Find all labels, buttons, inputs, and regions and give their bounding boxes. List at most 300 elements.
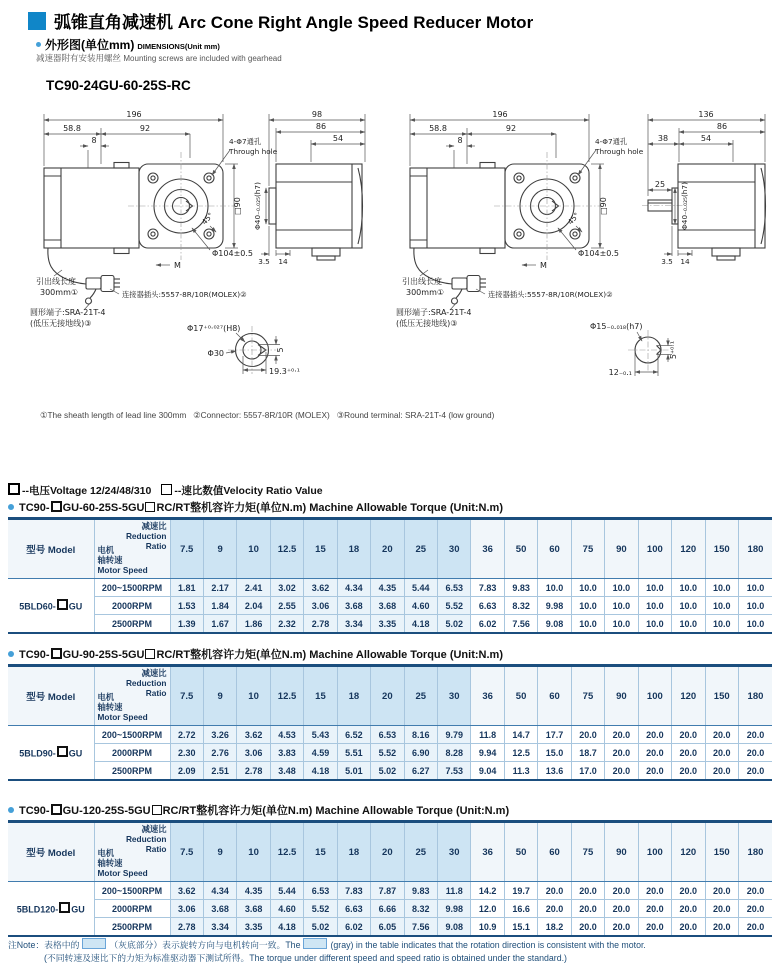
torque-value-cell: 20.0 [638,918,671,937]
torque-value-cell: 1.86 [237,615,270,634]
ratio-header: 18 [337,519,370,579]
legend-ratio: --速比数值Velocity Ratio Value [174,485,323,497]
torque-value-cell: 3.62 [237,726,270,744]
torque-value-cell: 14.7 [504,726,537,744]
torque-value-cell: 20.0 [738,762,772,781]
ratio-header: 75 [571,666,604,726]
ratio-box-icon [161,484,172,495]
torque-value-cell: 6.63 [471,597,504,615]
detail-19-3: 19.3⁺⁰·¹ [269,367,300,376]
dim-86: 86 [315,122,327,131]
model-cell: 5BLD90- GU [8,726,94,781]
page-title: 弧锥直角减速机 Arc Cone Right Angle Speed Reducer Motor [54,13,534,32]
gearmotor-side-view [648,164,766,260]
torque-value-cell: 2.78 [170,918,203,937]
reduction-ratio-label: 减速比 Reduction Ratio [125,824,167,854]
ratio-header: 36 [471,519,504,579]
ratio-header: 30 [438,666,471,726]
dim-phi40: Φ40₋₀.₀₂₅(h7) [253,182,262,230]
torque-value-cell: 3.06 [237,744,270,762]
ratio-header: 15 [304,822,337,882]
table-row [8,726,772,744]
torque-value-cell: 3.35 [237,918,270,937]
torque-value-cell: 8.32 [404,900,437,918]
motor-speed-label: 电机 轴转速 Motor Speed [97,848,148,879]
torque-value-cell: 10.9 [471,918,504,937]
page-header [28,8,533,33]
torque-value-cell: 1.81 [170,579,203,597]
dim-phi40: Φ40₋₀.₀₂₅(h7) [680,182,689,230]
dim-98: 98 [311,110,323,119]
ratio-header: 50 [504,822,537,882]
torque-value-cell: 4.59 [304,744,337,762]
dim-45deg: 45° [565,210,582,227]
torque-value-cell: 9.08 [438,918,471,937]
model-column-header: 型号 Model [8,666,94,726]
torque-value-cell: 6.02 [337,918,370,937]
torque-value-cell: 8.32 [504,597,537,615]
label-m: M [540,261,547,270]
ratio-header: 90 [605,666,638,726]
torque-value-cell: 6.53 [371,726,404,744]
torque-value-cell: 10.0 [605,615,638,634]
table-row [8,918,772,937]
torque-value-cell: 10.0 [605,597,638,615]
ratio-speed-header [94,519,170,579]
dimensions-label-zh: 外形图(单位mm) [45,38,135,52]
torque-value-cell: 16.6 [504,900,537,918]
mounting-note-en: Mounting screws are included with gearhead [123,54,282,63]
dimensions-heading [36,36,220,53]
torque-value-cell: 3.68 [237,900,270,918]
gearmotor-front-view [44,163,223,254]
detail-phi15: Φ15₋₀.₀₁₈(h7) [590,322,643,331]
torque-value-cell: 4.35 [371,579,404,597]
ratio-header: 9 [203,519,236,579]
torque-value-cell: 10.0 [705,615,738,634]
terminal-label-1: 圆形端子:SRA-21T-4 [396,308,472,317]
torque-value-cell: 10.0 [638,579,671,597]
torque-value-cell: 9.83 [504,579,537,597]
table-row [8,579,772,597]
model-column-header: 型号 Model [8,519,94,579]
torque-table-60 [8,517,772,634]
detail-key-5: 5⁺⁰·¹ [669,340,678,360]
footer-note-line2: (不同转速及速比下的力矩为标准驱动器下测试所得。The torque under different speed and speed ratio is obtained under the standard.) [44,952,567,963]
torque-value-cell: 10.0 [638,615,671,634]
torque-value-cell: 4.53 [270,726,303,744]
voltage-box-icon [57,599,68,610]
ratio-box-icon [145,649,155,659]
torque-value-cell: 2.78 [237,762,270,781]
dim-58-8: 58.8 [429,124,447,133]
ratio-header: 150 [705,666,738,726]
torque-value-cell: 3.02 [270,579,303,597]
model-column-header: 型号 Model [8,822,94,882]
ratio-header: 120 [672,666,705,726]
voltage-box-icon [8,483,20,495]
torque-value-cell: 15.0 [538,744,571,762]
model-heading: TC90-24GU-60-25S-RC [46,78,191,93]
ratio-header: 12.5 [270,822,303,882]
table-title-text: TC90- GU-90-25S-5GU RC/RT整机容许力矩(单位N.m) Machine Allowable Torque (Unit:N.m) [19,649,503,661]
dim-45deg: 45° [199,210,216,227]
torque-value-cell: 2.55 [270,597,303,615]
terminal-label-1: 圆形端子:SRA-21T-4 [30,308,106,317]
torque-value-cell: 10.0 [672,597,705,615]
torque-value-cell: 3.34 [337,615,370,634]
ratio-box-icon [152,805,162,815]
torque-value-cell: 20.0 [738,918,772,937]
torque-value-cell: 3.48 [270,762,303,781]
solid-shaft-detail [628,330,672,376]
dim-136: 136 [698,110,714,119]
torque-value-cell: 3.68 [371,597,404,615]
torque-value-cell: 3.06 [304,597,337,615]
ratio-header: 9 [203,822,236,882]
ratio-header: 90 [605,519,638,579]
torque-value-cell: 10.0 [672,579,705,597]
torque-value-cell: 9.98 [538,597,571,615]
torque-value-cell: 9.04 [471,762,504,781]
detail-phi17: Φ17⁺⁰·⁰²⁷(H8) [187,324,241,333]
gray-box-icon [303,938,327,949]
lead-length-label: 引出线长度 [36,277,76,286]
torque-value-cell: 5.02 [371,762,404,781]
torque-value-cell: 20.0 [672,900,705,918]
torque-value-cell: 20.0 [571,918,604,937]
torque-value-cell: 15.1 [504,918,537,937]
torque-value-cell: 20.0 [738,726,772,744]
detail-key-5: 5 [276,347,285,353]
ratio-header: 7.5 [170,666,203,726]
torque-value-cell: 20.0 [638,882,671,900]
torque-value-cell: 20.0 [538,882,571,900]
torque-value-cell: 5.43 [304,726,337,744]
ratio-header: 36 [471,666,504,726]
torque-value-cell: 3.62 [304,579,337,597]
torque-value-cell: 5.52 [304,900,337,918]
gearmotor-front-view [410,163,589,254]
torque-value-cell: 11.3 [504,762,537,781]
ratio-header: 100 [638,822,671,882]
torque-value-cell: 18.7 [571,744,604,762]
torque-value-cell: 3.26 [203,726,236,744]
torque-table-120 [8,820,772,937]
ratio-header: 180 [738,822,772,882]
torque-value-cell: 7.56 [404,918,437,937]
torque-value-cell: 20.0 [605,744,638,762]
torque-value-cell: 20.0 [672,918,705,937]
torque-value-cell: 5.02 [438,615,471,634]
table-row [8,744,772,762]
torque-value-cell: 4.35 [237,882,270,900]
gearmotor-side-view [269,164,363,260]
torque-value-cell: 7.83 [337,882,370,900]
motor-speed-cell: 2500RPM [94,762,170,781]
bullet-icon [8,504,14,510]
torque-value-cell: 11.8 [438,882,471,900]
table-row [8,762,772,781]
ratio-header: 150 [705,822,738,882]
torque-value-cell: 2.09 [170,762,203,781]
dim-phi104: Φ104±0.5 [212,249,253,258]
voltage-box-icon [51,648,62,659]
dimension-drawings [0,98,780,403]
connector-label: 连接器插头:5557-8R/10R(MOLEX)② [488,290,613,299]
torque-value-cell: 5.44 [404,579,437,597]
torque-value-cell: 20.0 [605,882,638,900]
ratio-header: 50 [504,519,537,579]
torque-value-cell: 4.34 [337,579,370,597]
motor-speed-label: 电机 轴转速 Motor Speed [97,545,148,576]
torque-value-cell: 10.0 [738,597,772,615]
torque-value-cell: 11.8 [471,726,504,744]
ratio-header: 180 [738,519,772,579]
torque-value-cell: 5.02 [304,918,337,937]
torque-table-90 [8,664,772,781]
torque-value-cell: 10.0 [571,579,604,597]
torque-value-cell: 20.0 [705,918,738,937]
reduction-ratio-label: 减速比 Reduction Ratio [125,521,167,551]
torque-value-cell: 2.32 [270,615,303,634]
torque-value-cell: 2.17 [203,579,236,597]
footer-note [8,938,646,965]
torque-value-cell: 20.0 [705,882,738,900]
torque-value-cell: 20.0 [672,726,705,744]
table-row [8,597,772,615]
dim-3-5: 3.5 [258,257,270,266]
ratio-header: 10 [237,666,270,726]
table-title-120 [8,802,509,818]
ratio-header: 20 [371,822,404,882]
torque-value-cell: 5.44 [270,882,303,900]
connector-label: 连接器插头:5557-8R/10R(MOLEX)② [122,290,247,299]
torque-value-cell: 7.83 [471,579,504,597]
bullet-icon [36,42,41,47]
ratio-header: 20 [371,519,404,579]
table-title-text: TC90- GU-60-25S-5GU RC/RT整机容许力矩(单位N.m) Machine Allowable Torque (Unit:N.m) [19,502,503,514]
ratio-header: 10 [237,822,270,882]
bullet-icon [8,651,14,657]
dim-3-5: 3.5 [661,257,673,266]
torque-value-cell: 8.16 [404,726,437,744]
centerlines [128,152,236,260]
torque-value-cell: 2.72 [170,726,203,744]
torque-value-cell: 9.94 [471,744,504,762]
torque-value-cell: 2.04 [237,597,270,615]
torque-value-cell: 20.0 [605,918,638,937]
torque-value-cell: 20.0 [705,762,738,781]
torque-value-cell: 10.0 [738,579,772,597]
ratio-header: 7.5 [170,822,203,882]
table-row [8,882,772,900]
drawing-hollow-shaft [24,98,389,398]
torque-value-cell: 3.62 [170,882,203,900]
dim-25: 25 [654,180,666,189]
table-title-text: TC90- GU-120-25S-5GU RC/RT整机容许力矩(单位N.m) Machine Allowable Torque (Unit:N.m) [19,805,510,817]
dim-92: 92 [505,124,517,133]
lead-length-label: 引出线长度 [402,277,442,286]
torque-value-cell: 7.56 [504,615,537,634]
ratio-header: 25 [404,822,437,882]
ratio-header: 150 [705,519,738,579]
dim-196: 196 [492,110,508,119]
dim-54: 54 [700,134,712,143]
torque-value-cell: 6.53 [304,882,337,900]
torque-value-cell: 20.0 [638,744,671,762]
torque-value-cell: 6.52 [337,726,370,744]
torque-value-cell: 7.87 [371,882,404,900]
torque-value-cell: 6.63 [337,900,370,918]
through-hole-label-en: Through hole [595,147,644,156]
torque-value-cell: 3.35 [371,615,404,634]
torque-value-cell: 4.18 [304,762,337,781]
voltage-box-icon [51,501,62,512]
torque-value-cell: 19.7 [504,882,537,900]
mounting-note-zh: 减速器附有安装用螺丝 [36,53,122,63]
motor-speed-cell: 2500RPM [94,615,170,634]
dim-8: 8 [91,136,97,145]
label-m: M [174,261,181,270]
dim-8: 8 [457,136,463,145]
torque-value-cell: 12.5 [504,744,537,762]
through-hole-label-zh: 4-Φ7通孔 [595,137,628,146]
drawing-solid-shaft [390,98,775,398]
torque-value-cell: 6.90 [404,744,437,762]
ratio-speed-header [94,822,170,882]
ratio-header: 12.5 [270,519,303,579]
torque-value-cell: 10.0 [705,579,738,597]
torque-value-cell: 20.0 [672,762,705,781]
gray-box-icon [82,938,106,949]
torque-value-cell: 3.06 [170,900,203,918]
ratio-header: 30 [438,822,471,882]
title-accent-square-icon [28,12,46,30]
through-hole-label-en: Through hole [229,147,278,156]
detail-12: 12₋₀.₁ [608,368,632,377]
torque-value-cell: 20.0 [571,726,604,744]
dim-54: 54 [332,134,344,143]
model-cell: 5BLD60- GU [8,579,94,634]
detail-phi30: Φ30 [207,349,224,358]
torque-value-cell: 9.83 [404,882,437,900]
torque-value-cell: 10.0 [538,579,571,597]
torque-value-cell: 6.05 [371,918,404,937]
ratio-header: 15 [304,519,337,579]
torque-value-cell: 20.0 [672,882,705,900]
torque-value-cell: 20.0 [705,726,738,744]
torque-value-cell: 3.68 [337,597,370,615]
torque-value-cell: 20.0 [605,762,638,781]
torque-value-cell: 5.51 [337,744,370,762]
motor-speed-cell: 200~1500RPM [94,882,170,900]
dim-86: 86 [716,122,728,131]
dim-phi104: Φ104±0.5 [578,249,619,258]
ratio-header: 20 [371,666,404,726]
torque-value-cell: 4.18 [404,615,437,634]
table-title-60 [8,499,503,515]
torque-value-cell: 20.0 [638,900,671,918]
torque-value-cell: 20.0 [738,900,772,918]
ratio-box-icon [145,502,155,512]
torque-value-cell: 17.7 [538,726,571,744]
torque-value-cell: 3.34 [203,918,236,937]
torque-value-cell: 6.53 [438,579,471,597]
torque-value-cell: 12.0 [471,900,504,918]
torque-value-cell: 6.27 [404,762,437,781]
ratio-header: 100 [638,519,671,579]
table-row [8,615,772,634]
torque-value-cell: 20.0 [705,900,738,918]
ratio-speed-header [94,666,170,726]
legend [8,483,323,498]
torque-value-cell: 10.0 [605,579,638,597]
ratio-header: 60 [538,822,571,882]
ratio-header: 100 [638,666,671,726]
bullet-icon [8,807,14,813]
dim-38: 38 [657,134,669,143]
torque-value-cell: 2.76 [203,744,236,762]
torque-value-cell: 1.53 [170,597,203,615]
drawing-footnote: ①The sheath length of lead line 300mm ②Connector: 5557-8R/10R (MOLEX) ③Round terminal: SRA-21T-4 (low ground) [40,410,495,420]
torque-value-cell: 9.08 [538,615,571,634]
torque-value-cell: 1.84 [203,597,236,615]
ratio-header: 9 [203,666,236,726]
model-cell: 5BLD120- GU [8,882,94,937]
torque-value-cell: 10.0 [705,597,738,615]
torque-value-cell: 13.6 [538,762,571,781]
ratio-header: 18 [337,666,370,726]
reduction-ratio-label: 减速比 Reduction Ratio [125,668,167,698]
torque-value-cell: 18.2 [538,918,571,937]
ratio-header: 18 [337,822,370,882]
dim-14: 14 [680,257,690,266]
torque-value-cell: 20.0 [638,726,671,744]
ratio-header: 10 [237,519,270,579]
motor-speed-cell: 200~1500RPM [94,726,170,744]
torque-value-cell: 3.83 [270,744,303,762]
motor-speed-cell: 2000RPM [94,597,170,615]
ratio-header: 12.5 [270,666,303,726]
torque-value-cell: 5.52 [371,744,404,762]
torque-value-cell: 2.51 [203,762,236,781]
torque-value-cell: 4.18 [270,918,303,937]
torque-value-cell: 9.79 [438,726,471,744]
ratio-header: 120 [672,519,705,579]
torque-value-cell: 20.0 [672,744,705,762]
motor-speed-cell: 2500RPM [94,918,170,937]
torque-value-cell: 2.41 [237,579,270,597]
footer-note-line1: 注Note：表格中的 （灰底部分）表示旋转方向与电机转向一致。The (gray) in the table indicates that the rotation direction is consistent with the motor. [8,940,646,950]
ratio-header: 180 [738,666,772,726]
dim-square-90: □90 [233,197,242,215]
torque-value-cell: 10.0 [571,615,604,634]
torque-value-cell: 6.66 [371,900,404,918]
torque-value-cell: 17.0 [571,762,604,781]
table-row [8,900,772,918]
torque-value-cell: 1.67 [203,615,236,634]
ratio-header: 60 [538,519,571,579]
lead-length-value: 300mm① [40,288,79,297]
torque-value-cell: 20.0 [705,744,738,762]
torque-value-cell: 20.0 [738,744,772,762]
torque-value-cell: 2.30 [170,744,203,762]
torque-value-cell: 7.53 [438,762,471,781]
table-title-90 [8,646,503,662]
torque-value-cell: 10.0 [571,597,604,615]
ratio-header: 120 [672,822,705,882]
